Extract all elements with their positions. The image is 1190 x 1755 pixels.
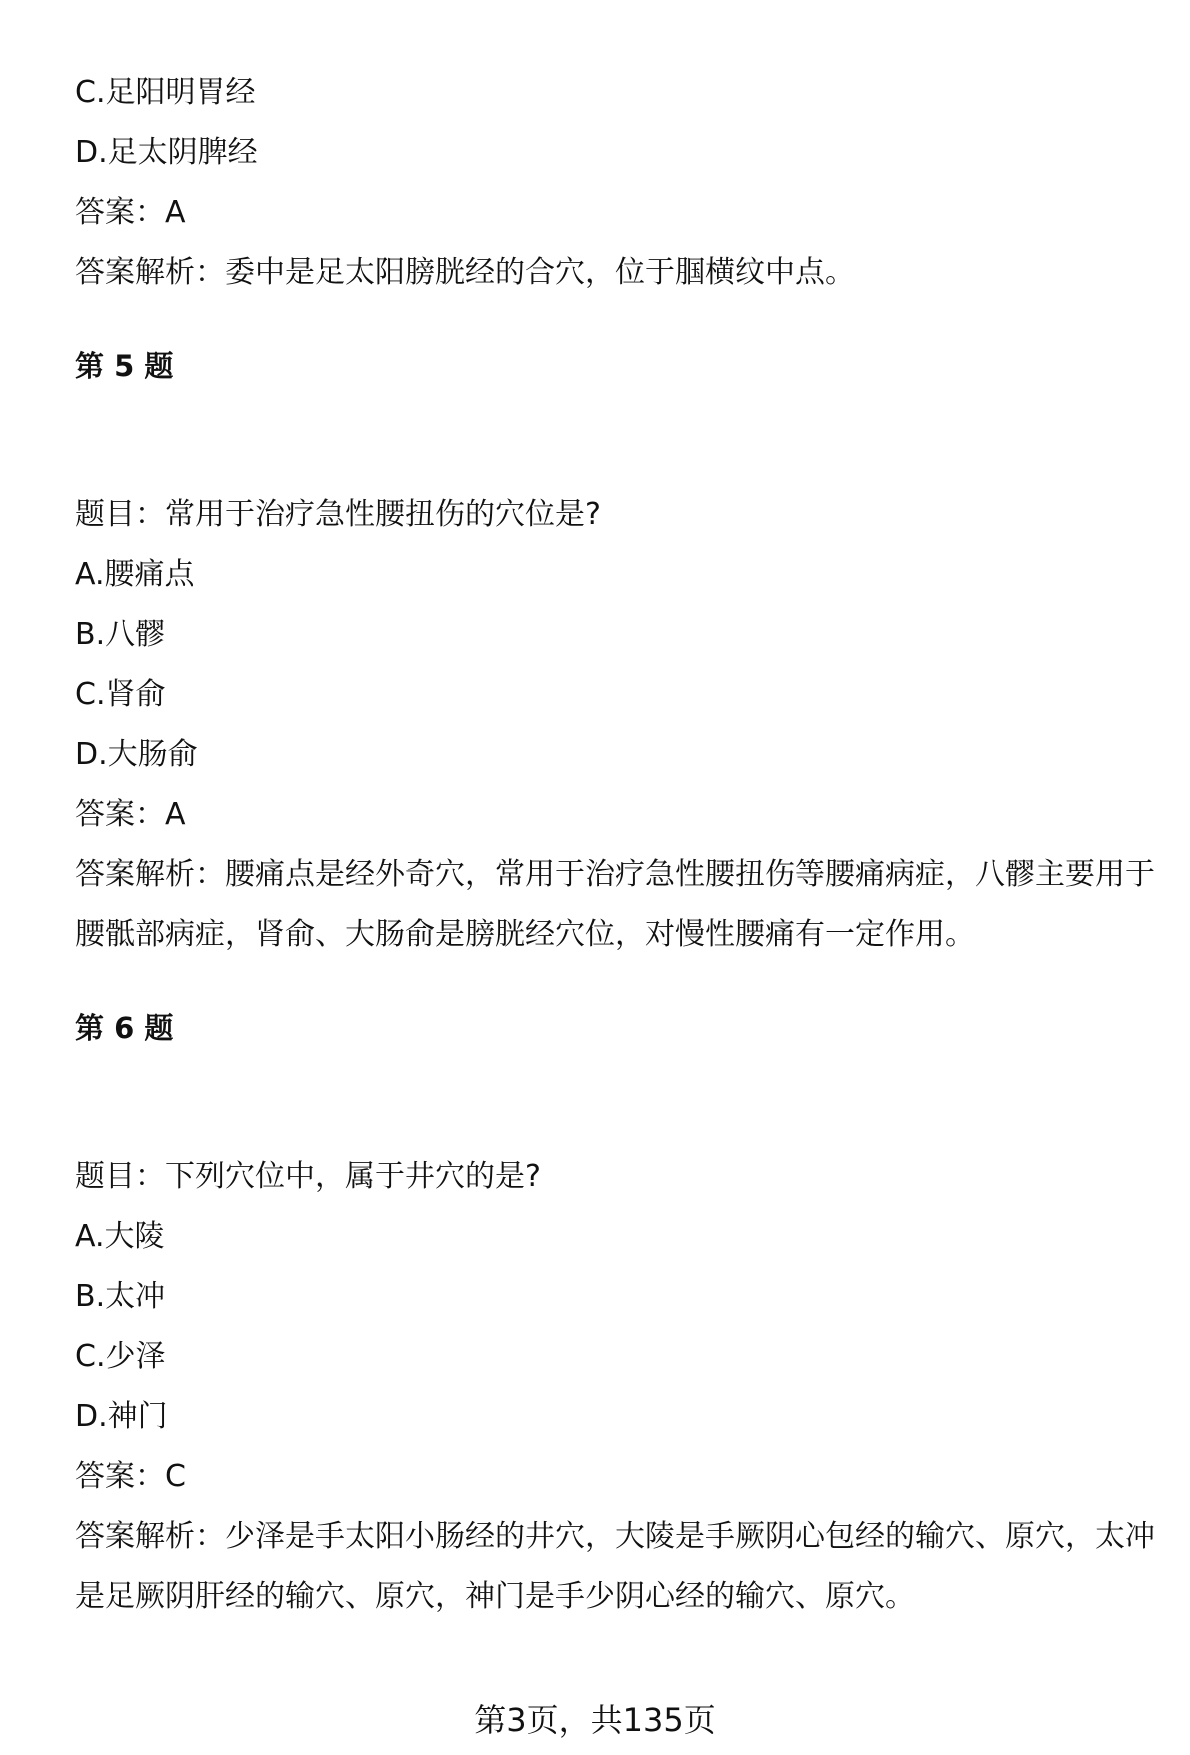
page-number: 第3页，共135页: [474, 1701, 716, 1739]
question-5-option-b: B.八髎: [75, 617, 166, 652]
question-6-text: 题目：下列穴位中，属于井穴的是?: [75, 1159, 541, 1194]
question-6-option-a: A.大陵: [75, 1219, 165, 1254]
question-5-option-a: A.腰痛点: [75, 557, 195, 592]
prev-question-option-d: D.足太阴脾经: [75, 135, 258, 170]
question-5-answer: 答案：A: [75, 797, 186, 832]
question-6-option-d: D.神门: [75, 1399, 168, 1434]
prev-question-explanation: 答案解析：委中是足太阳膀胱经的合穴，位于腘横纹中点。: [75, 255, 855, 290]
question-6-heading: 第 6 题: [75, 1011, 174, 1045]
question-5-text: 题目：常用于治疗急性腰扭伤的穴位是?: [75, 497, 601, 532]
prev-question-option-c: C.足阳明胃经: [75, 75, 256, 110]
question-5-explanation-line-1: 答案解析：腰痛点是经外奇穴，常用于治疗急性腰扭伤等腰痛病症，八髎主要用于: [75, 857, 1155, 892]
question-5-option-c: C.肾俞: [75, 677, 166, 712]
question-6-explanation-line-1: 答案解析：少泽是手太阳小肠经的井穴，大陵是手厥阴心包经的输穴、原穴，太冲: [75, 1519, 1155, 1554]
prev-question-answer: 答案：A: [75, 195, 186, 230]
question-5-option-d: D.大肠俞: [75, 737, 198, 772]
question-6-answer: 答案：C: [75, 1459, 186, 1494]
question-6-explanation-line-2: 是足厥阴肝经的输穴、原穴，神门是手少阴心经的输穴、原穴。: [75, 1579, 915, 1614]
question-5-explanation-line-2: 腰骶部病症，肾俞、大肠俞是膀胱经穴位，对慢性腰痛有一定作用。: [75, 917, 975, 952]
question-6-option-c: C.少泽: [75, 1339, 166, 1374]
question-6-option-b: B.太冲: [75, 1279, 166, 1314]
question-5-heading: 第 5 题: [75, 349, 174, 383]
